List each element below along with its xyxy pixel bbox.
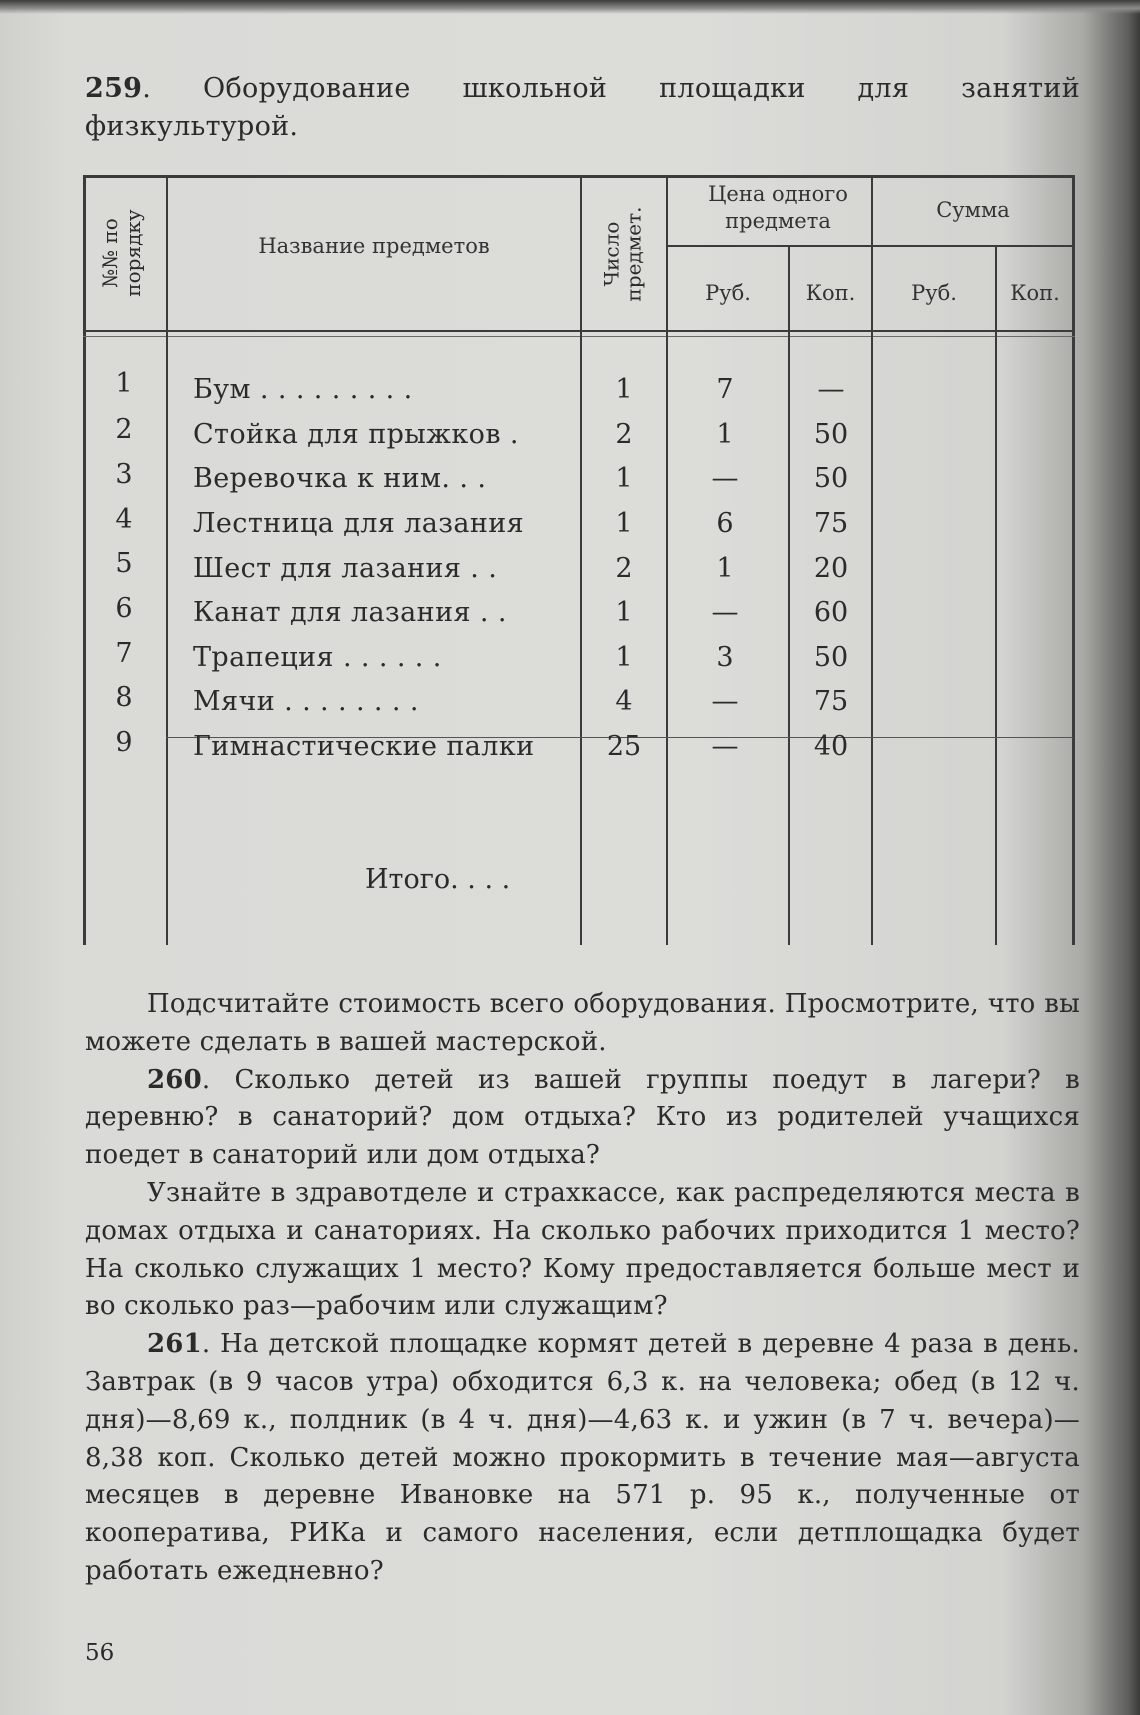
header-sum-rub: Руб. [911, 281, 957, 305]
row-item-name: Шест для лазания . . [193, 553, 498, 584]
row-number: 2 [115, 414, 133, 445]
heading-text: . Оборудование школьной площадки для занятий физкультурой. [85, 73, 1080, 142]
page-top-edge [0, 0, 1140, 14]
header-bottom-rule-2 [83, 336, 1075, 337]
row-number: 4 [115, 504, 133, 535]
paragraph-260 [85, 1062, 1080, 1175]
row-price-kop: — [817, 374, 845, 405]
exercise-text [85, 986, 1080, 1591]
table-left-rule [83, 175, 86, 945]
row-count: 1 [615, 642, 633, 673]
paragraph-text: Подсчитайте стоимость всего оборудования. Просмотрите, что вы можете сделать в вашей мастерской. [85, 989, 1080, 1057]
row-number: 5 [115, 548, 133, 579]
problem-259-heading [85, 70, 1080, 146]
row-item-name: Бум . . . . . . . . . [193, 374, 413, 405]
problem-number: 260 [147, 1064, 202, 1095]
row-number: 8 [115, 682, 133, 713]
row-number: 9 [115, 727, 133, 758]
row-item-name: Гимнастические палки [193, 731, 535, 762]
row-item-name: Трапеция . . . . . . [193, 642, 442, 673]
row-number: 7 [115, 638, 133, 669]
row-count: 4 [615, 686, 633, 717]
problem-number: 261 [147, 1329, 202, 1360]
col-divider-6 [995, 245, 997, 945]
row-item-name: Мячи . . . . . . . . [193, 686, 419, 717]
row-price-kop: 75 [813, 686, 849, 717]
col-divider-4 [788, 245, 790, 945]
row-price-rub: 7 [716, 374, 734, 405]
paragraph-259-task [85, 986, 1080, 1062]
total-label: Итого. . . . [365, 864, 511, 895]
row-price-kop: 60 [813, 597, 849, 628]
paragraph-260-continued [85, 1175, 1080, 1326]
header-order-number: №№ по порядку [98, 209, 145, 297]
col-divider-2 [580, 175, 582, 945]
row-number: 1 [115, 368, 133, 399]
row-count: 2 [615, 553, 633, 584]
row-price-rub: — [711, 731, 739, 762]
row-price-kop: 50 [813, 642, 849, 673]
header-unit-price: Цена одного предмета [708, 182, 848, 233]
page-number: 56 [85, 1640, 115, 1666]
row-price-kop: 40 [813, 731, 849, 762]
header-sum: Сумма [936, 198, 1010, 222]
paragraph-text: . Сколько детей из вашей группы поедут в лагери? в деревню? в санаторий? дом отдыха? Кто из родителей учащихся поедет в санаторий или дом отдыха? [85, 1064, 1080, 1171]
equipment-table [83, 175, 1075, 945]
table-top-rule [83, 175, 1075, 178]
header-item-count: Число предмет. [599, 206, 646, 302]
header-item-name: Название предметов [258, 234, 490, 258]
col-divider-1 [166, 175, 168, 945]
problem-number: 259 [85, 73, 143, 104]
row-price-rub: 1 [716, 553, 734, 584]
paragraph-261 [85, 1326, 1080, 1591]
row-item-name: Стойка для прыжков . [193, 419, 519, 450]
row-count: 2 [615, 419, 633, 450]
header-bottom-rule [83, 330, 1075, 332]
paragraph-text: . На детской площадке кормят детей в деревне 4 раза в день. Завтрак (в 9 часов утра) обходится 6,3 к. на человека; обед (в 12 ч. дня)—8,69 к., полдник (в 4 ч. дня)—4,63 к. и ужин (в 7 ч. вечера)—8,38 коп. Сколько детей можно прокормить в течение мая—августа месяцев в деревне Ивановке на 571 р. 95 к., полученные от кооператива, РИКа и самого населения, если детплощадка будет работать ежедневно? [85, 1329, 1080, 1586]
row-count: 25 [606, 731, 642, 762]
header-price-kop: Коп. [805, 281, 856, 305]
row-price-rub: 1 [716, 419, 734, 450]
header-sum-kop: Коп. [1010, 281, 1060, 305]
row-price-rub: — [711, 597, 739, 628]
row-count: 1 [615, 374, 633, 405]
header-price-rub: Руб. [705, 281, 751, 305]
row-price-kop: 75 [813, 508, 849, 539]
paragraph-text: Узнайте в здравотделе и страхкассе, как распределяются места в домах отдыха и санаториях. На сколько рабочих приходится 1 место? На сколько служащих 1 место? Кому предоставляется больше мест и во сколько раз—рабочим или служащим? [85, 1177, 1080, 1322]
subheader-rule [666, 245, 1073, 247]
row-price-rub: 6 [716, 508, 734, 539]
row-number: 3 [115, 459, 133, 490]
row-price-kop: 50 [813, 419, 849, 450]
row-count: 1 [615, 463, 633, 494]
row-count: 1 [615, 597, 633, 628]
row-price-kop: 20 [813, 553, 849, 584]
row-number: 6 [115, 593, 133, 624]
row-price-rub: 3 [716, 642, 734, 673]
row-price-rub: — [711, 463, 739, 494]
row-count: 1 [615, 508, 633, 539]
row-price-kop: 50 [813, 463, 849, 494]
row-item-name: Лестница для лазания [193, 508, 525, 539]
row-price-rub: — [711, 686, 739, 717]
row-item-name: Канат для лазания . . [193, 597, 507, 628]
row-item-name: Веревочка к ним. . . [193, 463, 487, 494]
